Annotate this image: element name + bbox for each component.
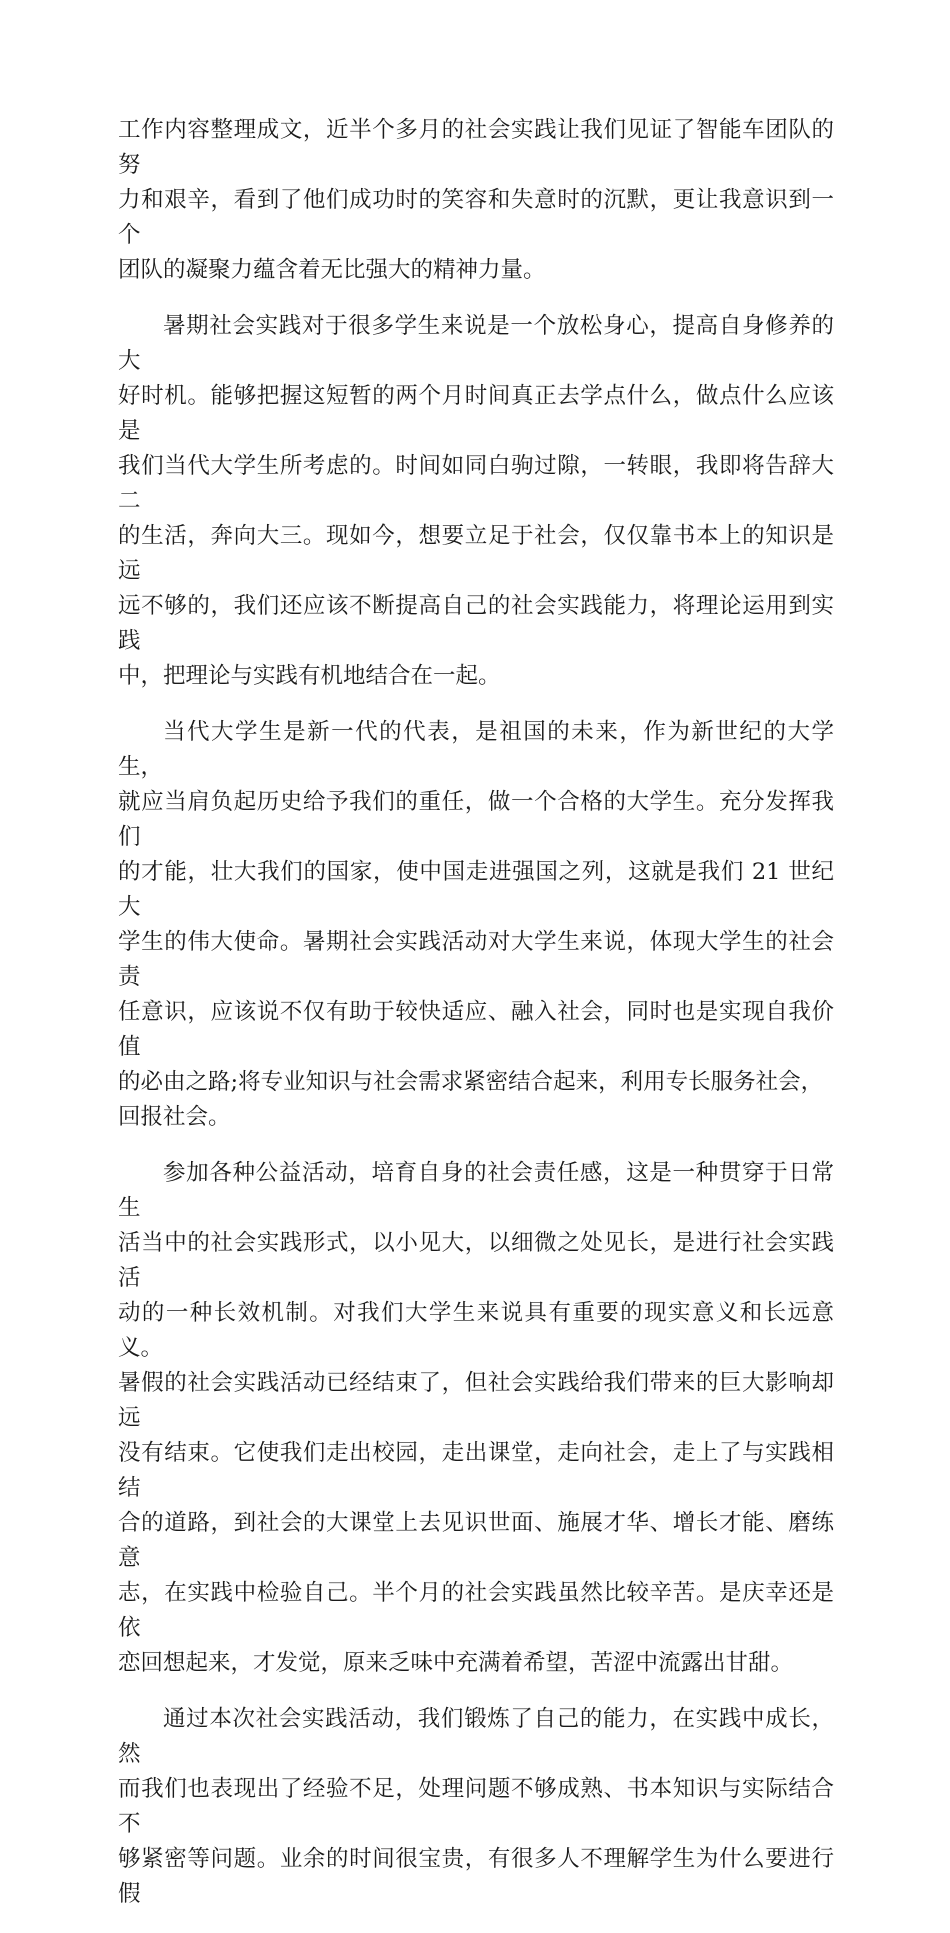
- paragraph: 通过本次社会实践活动，我们锻炼了自己的能力，在实践中成长，然 而我们也表现出了经验不足，处理问题不够成熟、书本知识与实际结合不 够紧密等问题。业余的时间很宝贵，有很多人不理解学生为什么要进行假: [118, 1706, 834, 1907]
- paragraph: 暑期社会实践对于很多学生来说是一个放松身心，提高自身修养的大 好时机。能够把握这短暂的两个月时间真正去学点什么，做点什么应该是 我们当代大学生所考虑的。时间如同白驹过隙，一转眼，我即将告辞大二 的生活，奔向大三。现如今，想要立足于社会，仅仅靠书本上的知识是远 远不够的，我们还应该不断提高自己的社会实践能力，将理论运用到实践 中，把理论与实践有机地结合在一起。: [118, 313, 834, 689]
- paragraph-continued: 工作内容整理成文，近半个多月的社会实践让我们见证了智能车团队的努 力和艰辛，看到了他们成功时的笑容和失意时的沉默，更让我意识到一个 团队的凝聚力蕴含着无比强大的精神力量。: [118, 117, 834, 283]
- paragraph: 参加各种公益活动，培育自身的社会责任感，这是一种贯穿于日常生 活当中的社会实践形式，以小见大，以细微之处见长，是进行社会实践活 动的一种长效机制。对我们大学生来说具有重要的现实意义和长远意义。 暑假的社会实践活动已经结束了，但社会实践给我们带来的巨大影响却远 没有结束。它使我们走出校园，走出课堂，走向社会，走上了与实践相结 合的道路，到社会的大课堂上去见识世面、施展才华、增长才能、磨练意 志，在实践中检验自己。半个月的社会实践虽然比较辛苦。是庆幸还是依 恋回想起来，才发觉，原来乏味中充满着希望，苦涩中流露出甘甜。: [118, 1160, 834, 1676]
- document-body: [118, 113, 834, 1933]
- paragraph: 当代大学生是新一代的代表，是祖国的未来，作为新世纪的大学生， 就应当肩负起历史给予我们的重任，做一个合格的大学生。充分发挥我们 的才能，壮大我们的国家，使中国走进强国之列，这就是我们 21 世纪大 学生的伟大使命。暑期社会实践活动对大学生来说，体现大学生的社会责 任意识，应该说不仅有助于较快适应、融入社会，同时也是实现自我价值 的必由之路;将专业知识与社会需求紧密结合起来，利用专长服务社会， 回报社会。: [118, 719, 834, 1130]
